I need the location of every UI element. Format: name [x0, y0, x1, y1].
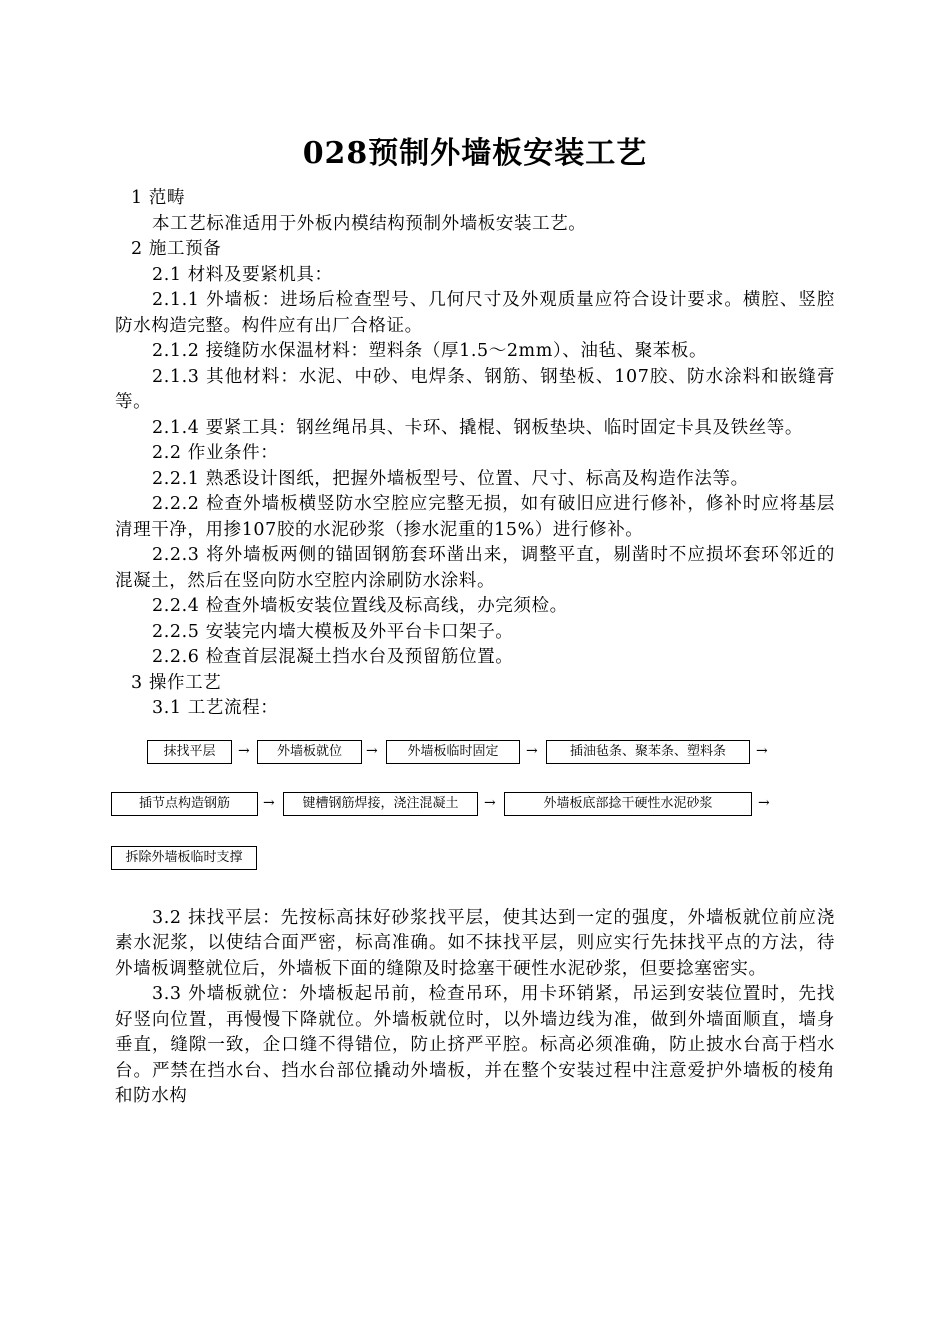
paragraph-2-1-3: 2.1.3 其他材料：水泥、中砂、电焊条、钢筋、钢垫板、107胶、防水涂料和嵌缝膏等。 [115, 366, 835, 412]
flow-step-temporary-fixing: 外墙板临时固定 [386, 740, 520, 764]
subsection-heading-2-1: 2.1 材料及要紧机具： [152, 264, 333, 285]
flow-step-keyway-welding: 键槽钢筋焊接，浇注混凝土 [283, 792, 478, 816]
subsection-heading-3-1: 3.1 工艺流程： [152, 698, 279, 718]
process-flowchart [115, 740, 835, 890]
paragraph-3-3: 3.3 外墙板就位：外墙板起吊前，检查吊环，用卡环销紧，吊运到安装位置时，先找好竖向位置，再慢慢下降就位。外墙板就位时，以外墙边线为准，做到外墙面顺直，墙身垂直，缝隙一致，企口缝不得错位，防止挤严平腔。标高必须准确，防止披水台高于档水台。严禁在挡水台、挡水台部位撬动外墙板，并在整个安装过程中注意爱护外墙板的棱角和防水构 [115, 984, 835, 1106]
document-title: 028预制外墙板安装工艺 [302, 136, 648, 171]
subsection-heading-2-2: 2.2 作业条件： [152, 443, 279, 463]
flow-arrow: → [238, 742, 250, 759]
paragraph-2-2-5: 2.2.5 安装完内墙大模板及外平台卡口架子。 [152, 621, 514, 642]
flow-step-remove-supports: 拆除外墙板临时支撑 [111, 846, 257, 870]
flow-arrow: → [366, 742, 378, 759]
flow-arrow: → [526, 742, 538, 759]
section-heading-2: 2 施工预备 [131, 239, 222, 259]
flow-step-panel-positioning: 外墙板就位 [257, 740, 362, 764]
paragraph-2-1-2: 2.1.2 接缝防水保温材料：塑料条（厚1.5～2mm）、油毡、聚苯板。 [152, 341, 708, 361]
flow-arrow: → [758, 794, 770, 811]
flow-step-dry-mortar: 外墙板底部捻干硬性水泥砂浆 [504, 792, 752, 816]
paragraph-2-1-4: 2.1.4 要紧工具：钢丝绳吊具、卡环、撬棍、钢板垫块、临时固定卡具及铁丝等。 [152, 417, 803, 438]
section-heading-1: 1 范畴 [131, 188, 186, 208]
paragraph-2-2-6: 2.2.6 检查首层混凝土挡水台及预留筋位置。 [152, 647, 514, 667]
section-heading-3: 3 操作工艺 [131, 672, 222, 693]
flow-step-leveling-layer: 抹找平层 [147, 740, 232, 764]
paragraph-2-2-1: 2.2.1 熟悉设计图纸，把握外墙板型号、位置、尺寸、标高及构造作法等。 [152, 468, 749, 489]
paragraph-2-1-1: 2.1.1 外墙板：进场后检查型号、几何尺寸及外观质量应符合设计要求。横腔、竖腔防水构造完整。构件应有出厂合格证。 [115, 290, 835, 336]
paragraph-scope: 本工艺标准适用于外板内模结构预制外墙板安装工艺。 [152, 213, 587, 234]
paragraph-3-2: 3.2 抹找平层：先按标高抹好砂浆找平层，使其达到一定的强度，外墙板就位前应浇素水泥浆，以使结合面严密，标高准确。如不抹找平层，则应实行先抹找平点的方法，待外墙板调整就位后，外墙板下面的缝隙及时捻塞干硬性水泥砂浆，但要捻塞密实。 [115, 907, 835, 979]
paragraph-2-2-4: 2.2.4 检查外墙板安装位置线及标高线，办完须检。 [152, 596, 568, 616]
paragraph-2-2-3: 2.2.3 将外墙板两侧的锚固钢筋套环凿出来，调整平直，剔凿时不应损坏套环邻近的混凝土，然后在竖向防水空腔内涂刷防水涂料。 [115, 545, 835, 591]
flow-arrow: → [263, 794, 275, 811]
flow-step-insert-strips: 插油毡条、聚苯条、塑料条 [546, 740, 750, 764]
flow-arrow: → [484, 794, 496, 811]
paragraph-2-2-2: 2.2.2 检查外墙板横竖防水空腔应完整无损，如有破旧应进行修补，修补时应将基层清理干净，用掺107胶的水泥砂浆（掺水泥重的15%）进行修补。 [115, 494, 835, 540]
flow-arrow: → [756, 742, 768, 759]
document-page [115, 128, 835, 1110]
flow-step-joint-rebar: 插节点构造钢筋 [111, 792, 258, 816]
